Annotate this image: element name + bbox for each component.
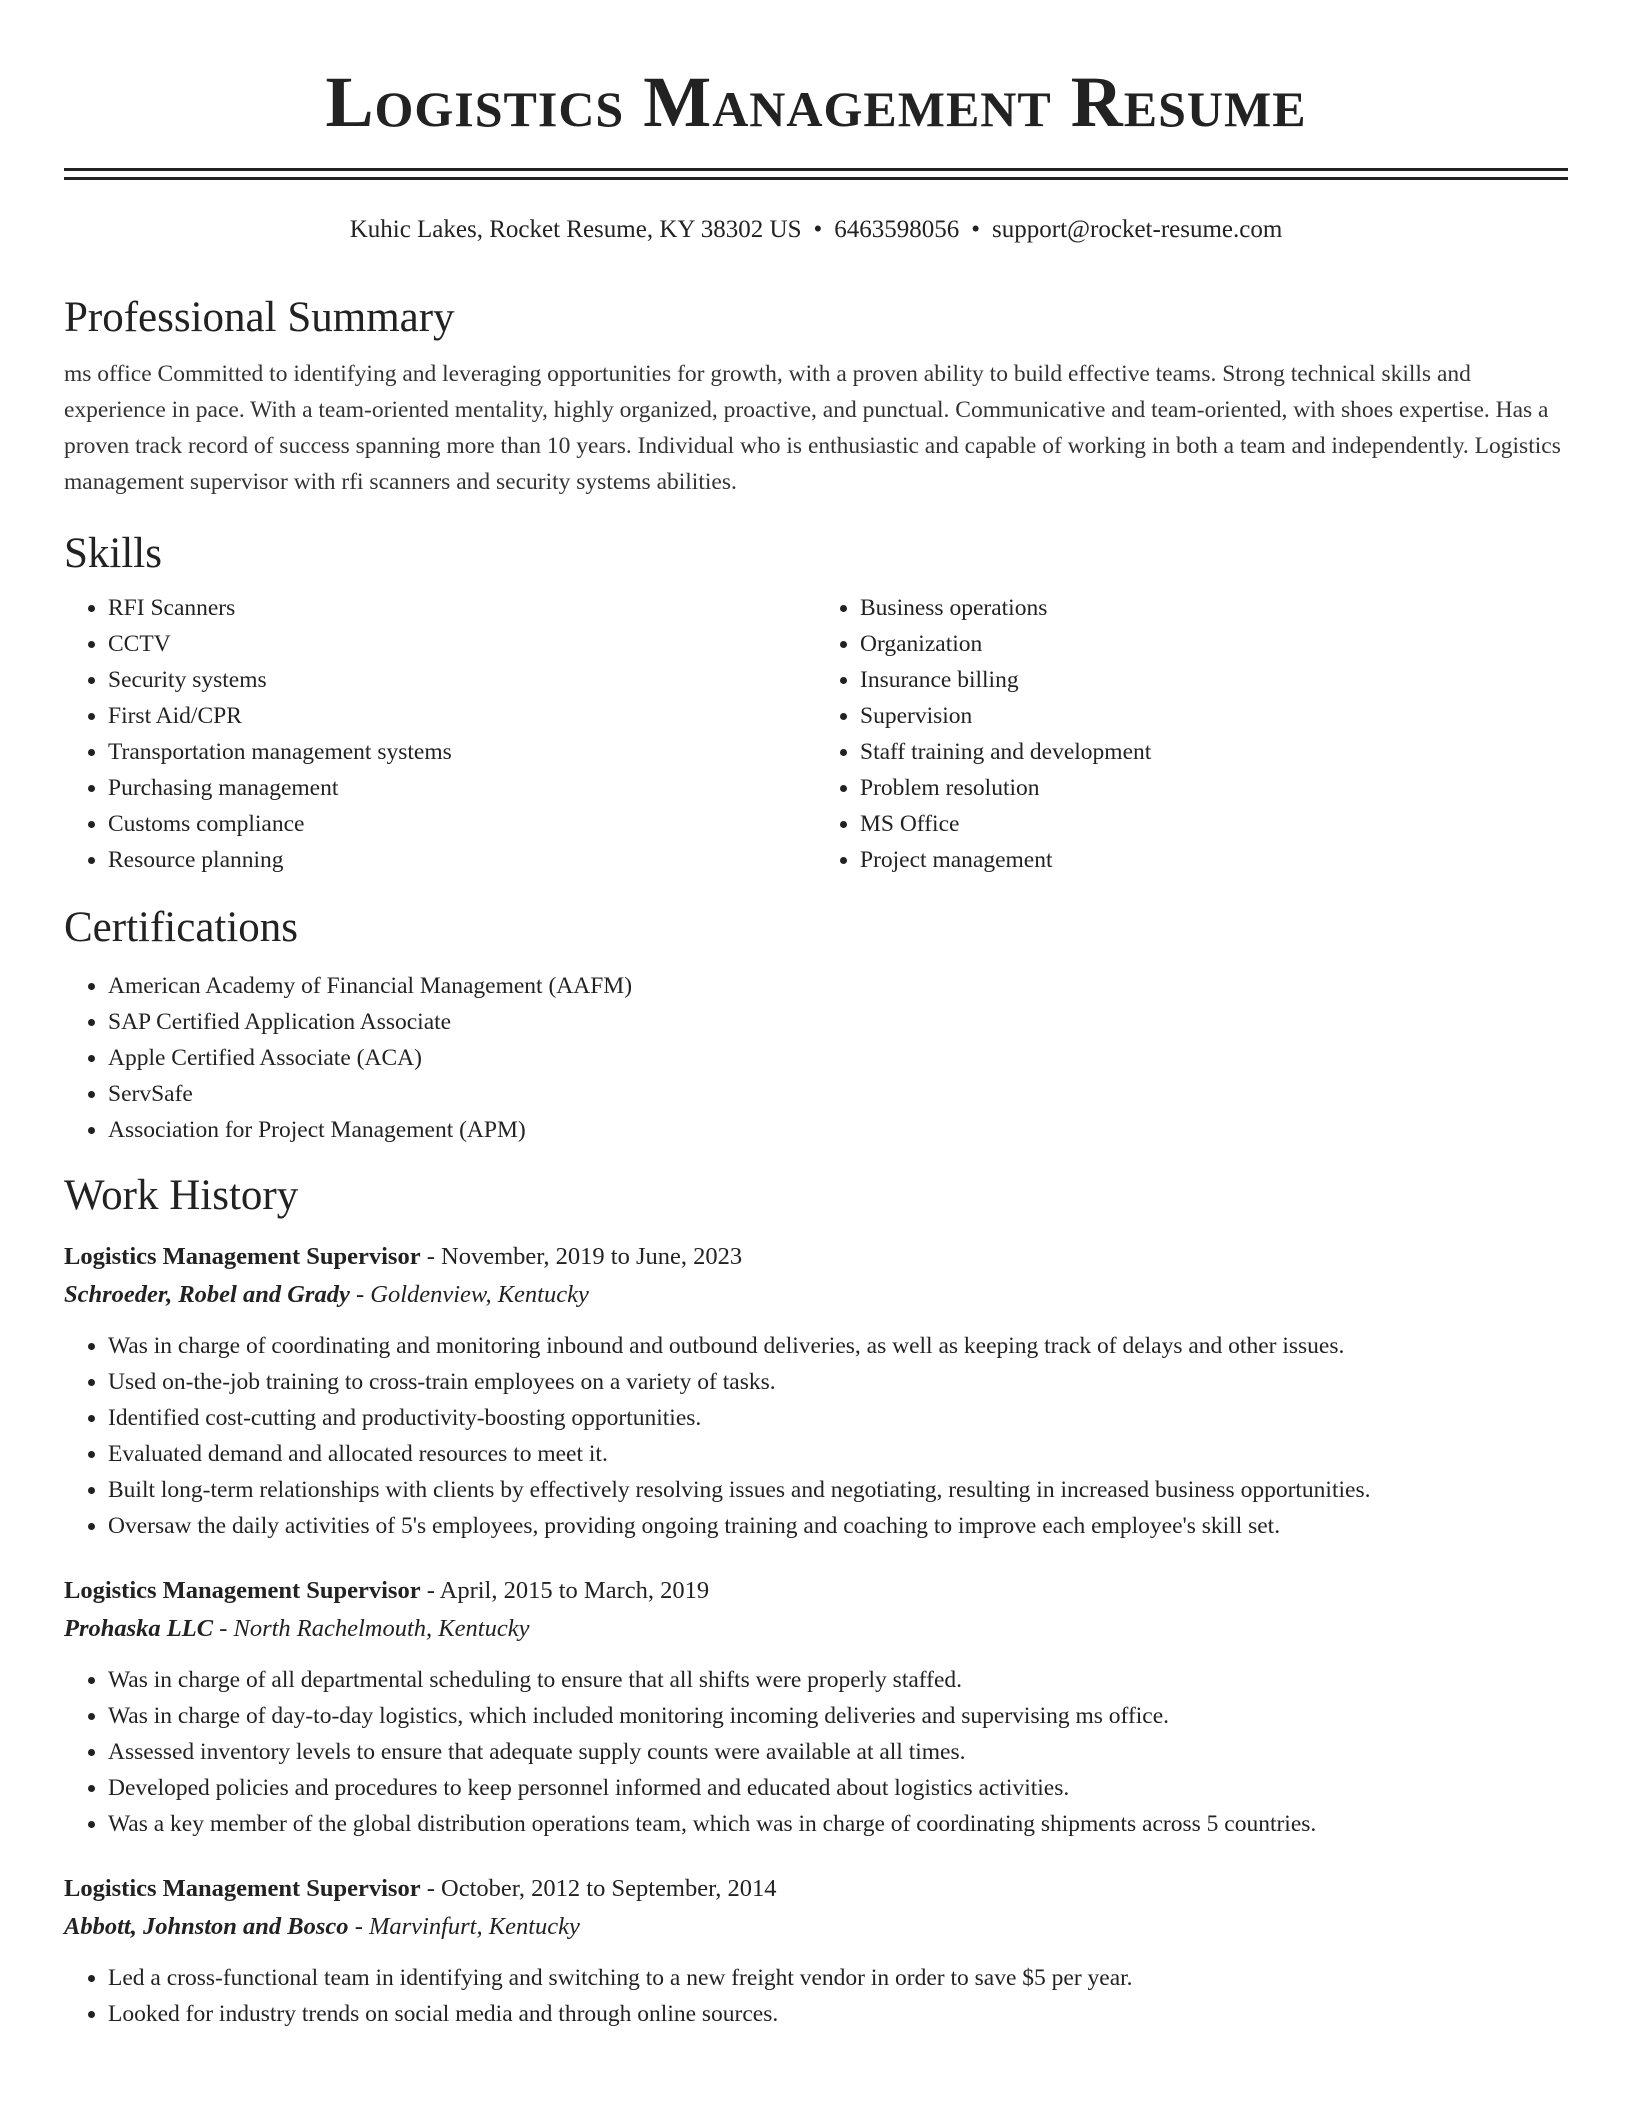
certifications-list — [64, 968, 1568, 1148]
skill-item: • Resource planning — [108, 842, 816, 878]
contact-phone: 6463598056 — [834, 216, 960, 243]
job-bullet: • Looked for industry trends on social media and through online sources. — [108, 1996, 1568, 2032]
skill-item: • Purchasing management — [108, 770, 816, 806]
skill-item: • CCTV — [108, 626, 816, 662]
job-bullet: • Used on-the-job training to cross-train employees on a variety of tasks. — [108, 1364, 1568, 1400]
job-company-line — [64, 1276, 1568, 1314]
job-bullet: • Identified cost-cutting and productivity-boosting opportunities. — [108, 1400, 1568, 1436]
job-location: - North Rachelmouth, Kentucky — [213, 1615, 530, 1642]
skill-item: • First Aid/CPR — [108, 698, 816, 734]
job-title-line — [64, 1572, 1568, 1610]
job-location: - Goldenview, Kentucky — [349, 1281, 589, 1308]
certification-item: • Apple Certified Associate (ACA) — [108, 1040, 1568, 1076]
title-divider-top — [64, 168, 1568, 171]
title-divider-bottom — [64, 177, 1568, 180]
certification-item: • American Academy of Financial Management (AAFM) — [108, 968, 1568, 1004]
job-bullet: • Led a cross-functional team in identifying and switching to a new freight vendor in order to save $5 per year. — [108, 1960, 1568, 1996]
job-entry — [64, 1572, 1568, 1842]
skill-item: • Staff training and development — [860, 734, 1568, 770]
certifications-heading: Certifications — [64, 904, 299, 951]
skills-list-left — [64, 590, 816, 878]
job-bullet: • Oversaw the daily activities of 5's employees, providing ongoing training and coaching to improve each employee's skill set. — [108, 1508, 1568, 1544]
page-title: Logistics Management Resume — [325, 62, 1307, 142]
certification-item: • SAP Certified Application Associate — [108, 1004, 1568, 1040]
job-bullet: • Assessed inventory levels to ensure that adequate supply counts were available at all times. — [108, 1734, 1568, 1770]
skill-item: • Project management — [860, 842, 1568, 878]
job-company-line — [64, 1908, 1568, 1946]
contact-email: support@rocket-resume.com — [992, 216, 1283, 243]
job-bullets — [64, 1960, 1568, 2032]
skills-heading: Skills — [64, 530, 162, 577]
job-bullets — [64, 1662, 1568, 1842]
skills-list-right — [816, 590, 1568, 878]
job-bullet: • Built long-term relationships with clients by effectively resolving issues and negotiating, resulting in increased business opportunities. — [108, 1472, 1568, 1508]
job-dates: - April, 2015 to March, 2019 — [420, 1577, 710, 1604]
job-entry — [64, 1238, 1568, 1544]
job-bullet: • Was in charge of all departmental scheduling to ensure that all shifts were properly staffed. — [108, 1662, 1568, 1698]
skill-item: • Customs compliance — [108, 806, 816, 842]
summary-text: ms office Committed to identifying and leveraging opportunities for growth, with a proven ability to build effective teams. Strong technical skills and experience in pace. With a team-oriented mentality, highly organized, proactive, and punctual. Communicative and team-oriented, with shoes expertise. Has a proven track record of success spanning more than 10 years. Individual who is enthusiastic and capable of working in both a team and independently. Logistics management supervisor with rfi scanners and security systems abilities. — [64, 361, 1561, 495]
skill-item: • Supervision — [860, 698, 1568, 734]
job-bullet: • Was in charge of day-to-day logistics, which included monitoring incoming deliveries and supervising ms office. — [108, 1698, 1568, 1734]
job-bullet: • Was a key member of the global distribution operations team, which was in charge of coordinating shipments across 5 countries. — [108, 1806, 1568, 1842]
job-title-line — [64, 1238, 1568, 1276]
skill-item: • Business operations — [860, 590, 1568, 626]
job-entry — [64, 1870, 1568, 2032]
job-bullets — [64, 1328, 1568, 1544]
skill-item: • Organization — [860, 626, 1568, 662]
job-company-line — [64, 1610, 1568, 1648]
job-bullet: • Developed policies and procedures to keep personnel informed and educated about logistics activities. — [108, 1770, 1568, 1806]
job-company: Abbott, Johnston and Bosco — [64, 1913, 349, 1940]
job-title: Logistics Management Supervisor — [64, 1875, 421, 1902]
job-title-line — [64, 1870, 1568, 1908]
skill-item: • RFI Scanners — [108, 590, 816, 626]
work-history-heading: Work History — [64, 1172, 299, 1219]
contact-separator: • — [971, 216, 981, 243]
skill-item: • Transportation management systems — [108, 734, 816, 770]
contact-address: Kuhic Lakes, Rocket Resume, KY 38302 US — [349, 216, 802, 243]
job-bullet: • Was in charge of coordinating and monitoring inbound and outbound deliveries, as well as keeping track of delays and other issues. — [108, 1328, 1568, 1364]
certification-item: • Association for Project Management (APM) — [108, 1112, 1568, 1148]
skills-columns — [64, 590, 1568, 878]
contact-separator: • — [813, 216, 823, 243]
job-location: - Marvinfurt, Kentucky — [348, 1913, 580, 1940]
skill-item: • Security systems — [108, 662, 816, 698]
job-dates: - November, 2019 to June, 2023 — [420, 1243, 743, 1270]
contact-line — [64, 214, 1568, 246]
job-company: Prohaska LLC — [64, 1615, 214, 1642]
job-dates: - October, 2012 to September, 2014 — [420, 1875, 777, 1902]
summary-heading: Professional Summary — [64, 294, 455, 341]
job-title: Logistics Management Supervisor — [64, 1243, 421, 1270]
job-title: Logistics Management Supervisor — [64, 1577, 421, 1604]
skill-item: • Insurance billing — [860, 662, 1568, 698]
certification-item: • ServSafe — [108, 1076, 1568, 1112]
job-company: Schroeder, Robel and Grady — [64, 1281, 350, 1308]
job-bullet: • Evaluated demand and allocated resources to meet it. — [108, 1436, 1568, 1472]
skill-item: • MS Office — [860, 806, 1568, 842]
skill-item: • Problem resolution — [860, 770, 1568, 806]
